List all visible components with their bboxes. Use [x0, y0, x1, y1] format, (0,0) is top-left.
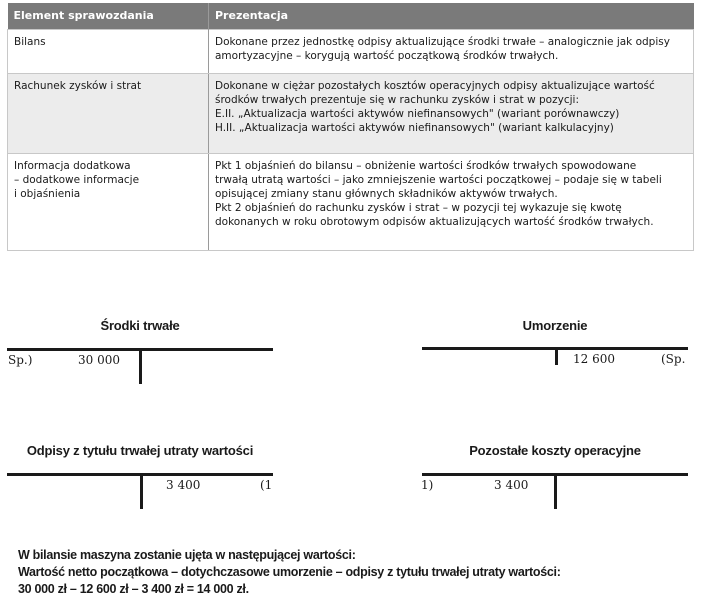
cell-line: i objaśnienia: [14, 188, 81, 200]
cell-line: środków trwałych prezentuje się w rachunku zysków i strat w pozycji:: [215, 94, 579, 106]
header-presentation: Prezentacja: [209, 3, 694, 30]
cell-line: Informacja dodatkowa: [14, 160, 131, 172]
credit-value: 12 600: [573, 352, 615, 366]
credit-label: (Sp.: [661, 352, 686, 366]
cell-line: Dokonane w ciężar pozostałych kosztów operacyjnych odpisy aktualizujące wartość: [215, 80, 655, 92]
t-account-vline: [140, 473, 143, 509]
t-account-title: Umorzenie: [522, 318, 588, 333]
cell-presentation: [209, 74, 694, 154]
cell-line: H.II. „Aktualizacja wartości aktywów niefinansowych" (wariant kalkulacyjny): [215, 122, 614, 134]
cell-line: opisującej zmiany stanu głównych składników aktywów trwałych.: [215, 188, 558, 200]
cell-line: amortyzacyjne – korygują wartość początkową środków trwałych.: [215, 50, 559, 62]
cell-line: trwałą utratą wartości – jako zmniejszenie wartości początkowej – podaje się w tabeli: [215, 174, 662, 186]
cell-element: [8, 74, 209, 154]
t-account-vline: [554, 473, 557, 509]
t-account-title: Środki trwałe: [100, 318, 180, 333]
cell-line: Pkt 1 objaśnień do bilansu – obniżenie wartości środków trwałych spowodowane: [215, 160, 637, 172]
debit-value: 3 400: [494, 478, 529, 492]
cell-line: Rachunek zysków i strat: [14, 80, 142, 92]
debit-value: 30 000: [78, 353, 120, 367]
table-row: [8, 30, 694, 74]
table-row: [8, 74, 694, 154]
t-account-vline: [139, 348, 142, 384]
summary-line: W bilansie maszyna zostanie ujęta w następującej wartości:: [18, 548, 356, 562]
cell-line: Pkt 2 objaśnień do rachunku zysków i strat – w pozycji tej wykazuje się kwotę: [215, 202, 622, 214]
t-account-title: Pozostałe koszty operacyjne: [469, 443, 641, 458]
summary-line: 30 000 zł – 12 600 zł – 3 400 zł = 14 000 zł.: [18, 582, 249, 596]
cell-element: [8, 30, 209, 74]
cell-line: dokonanych w roku obrotowym odpisów aktualizujących wartość środków trwałych.: [215, 216, 654, 228]
debit-label: 1): [421, 478, 434, 492]
summary-text: [18, 547, 561, 598]
presentation-table: [7, 3, 694, 251]
table-row: [8, 154, 694, 251]
t-account-vline: [555, 347, 558, 365]
credit-label: (1: [260, 478, 273, 492]
header-element: Element sprawozdania: [8, 3, 209, 30]
cell-line: Dokonane przez jednostkę odpisy aktualizujące środki trwałe – analogicznie jak odpisy: [215, 36, 670, 48]
t-account-title: Odpisy z tytułu trwałej utraty wartości: [26, 443, 254, 458]
cell-line: – dodatkowe informacje: [14, 174, 140, 186]
debit-label: Sp.): [8, 353, 33, 367]
cell-presentation: [209, 30, 694, 74]
table-header-row: [8, 3, 694, 30]
cell-element: [8, 154, 209, 251]
cell-line: E.II. „Aktualizacja wartości aktywów niefinansowych" (wariant porównawczy): [215, 108, 620, 120]
cell-line: Bilans: [14, 36, 46, 48]
credit-value: 3 400: [166, 478, 201, 492]
summary-line: Wartość netto początkowa – dotychczasowe umorzenie – odpisy z tytułu trwałej utraty wartości:: [18, 565, 561, 579]
cell-presentation: [209, 154, 694, 251]
